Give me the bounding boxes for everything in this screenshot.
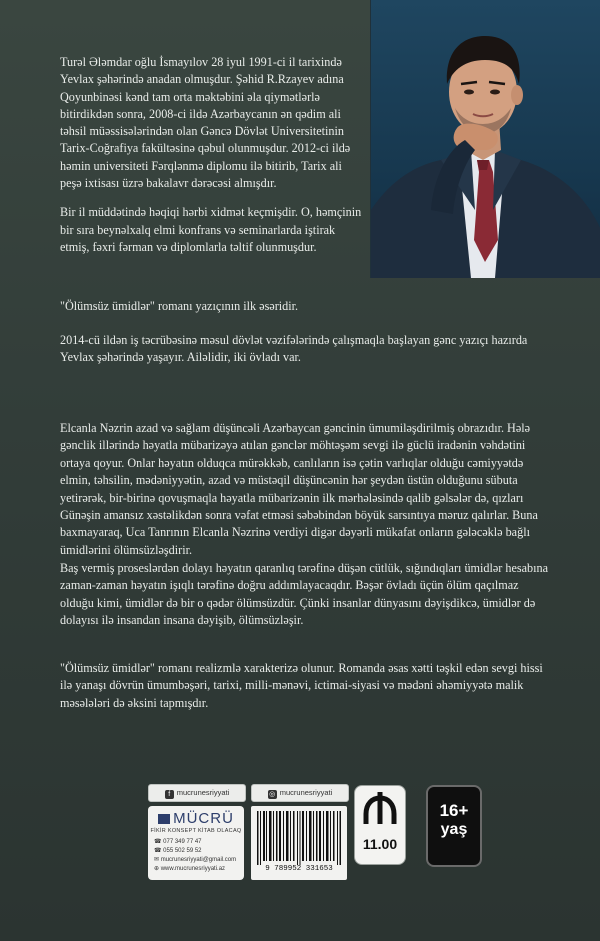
phone-icon: ☎ xyxy=(154,839,164,845)
publisher-logo xyxy=(148,810,244,828)
facebook-handle[interactable] xyxy=(148,784,246,802)
synopsis-paragraph-2: Baş vermiş proseslərdən dolayı həyatın qaranlıq tərəfinə düşən cütlük, sığındıqları ümidlər hesabına zaman-zaman həyatın işıqlı tərəfinə doğru addımlayacaqdır. Bəşər övladı üçün ölüm qaçılmaz olduğu kimi, ümidlər də bir o qədər ölümsüzdür. Çünki insanlar dünyasını dəyişdikcə, ümidlər də dolayısı ilə insandan insana dəyişib, ölümsüzləşir. xyxy=(60,561,549,628)
phone-icon: ☎ xyxy=(154,848,164,854)
author-photo xyxy=(370,0,600,278)
bio-paragraph-2: Bir il müddətində həqiqi hərbi xidmət keçmişdir. O, həmçinin bir sıra beynəlxalq elmi konfrans və seminarlarda iştirak etmiş, fəxri fərman və diplomlarla təltif olunmuşdur. xyxy=(60,205,362,254)
instagram-handle-text: mucrunesriyyati xyxy=(279,788,333,797)
email-icon: ✉ xyxy=(154,857,161,863)
publisher-subtitle: FİKİR KONSEPT KİTAB OLACAQ xyxy=(150,828,242,834)
synopsis-paragraph-1: Elcanla Nəzrin azad və sağlam düşüncəli Azərbaycan gəncinin ümumiləşdirilmiş obrazıdır. Hələ gənclik illərində həyatla mübarizəyə atılan gənclər möhtəşəm sevgi ilə güclü iradənin vəhdətini ortaya qoyur. Onlar həyatın olduqca mürəkkəb, canlıların isə çətin varlıqlar olduğu cəmiyyətdə elmin, təhsilin, mədəniyyətin, azad və müstəqil düşüncənin hər şeydən üstün olduğunu sübuta yetirərək, bir-birinə qovuşmaqla həyatla mübarizənin ilk mərhələsində qalib gəlsələr də, qızları Günəşin amansız xəstəlikdən sonra vəfat etməsi səbəbindən böyük sarsıntıya məruz qalırlar. Buna baxmayaraq, Uca Tanrının Elcanla Nəzrinə verdiyi digər dəyərli mükafat onların gələcəklə bağlı ümidlərini ölümsüzləşdirir. xyxy=(60,421,538,557)
age-rating-number: 16+ xyxy=(439,801,469,820)
price-badge xyxy=(354,785,406,865)
publisher-name: MÜCRÜ xyxy=(173,810,234,827)
currency-manat-icon xyxy=(355,786,405,830)
publisher-email: mucrunesriyyati@gmail.com xyxy=(160,857,237,863)
author-bio xyxy=(60,54,365,268)
instagram-handle[interactable] xyxy=(251,784,349,802)
publisher-box xyxy=(148,806,244,880)
publisher-website: www.mucrunesriyyati.az xyxy=(160,866,226,872)
instagram-icon: ◎ xyxy=(269,791,276,798)
age-rating-badge xyxy=(426,785,482,867)
publisher-phone-2: 055 502 59 52 xyxy=(163,848,202,854)
bio-paragraph-3: "Ölümsüz ümidlər" romanı yazıçının ilk əsəridir. xyxy=(60,299,299,313)
bio-paragraph-1: Turəl Ələmdar oğlu İsmayılov 28 iyul 1991-ci il tarixində Yevlax şəhərində anadan olmuşdur. Şəhid R.Rzayev adına Qoyunbinəsi kənd tam orta məktəbini əla qiymətlərlə bitirdikdən sonra, 2008-ci ildə Azərbaycanın ən qədim ali təhsil müəssisələrindən olan Gəncə Dövlət Universitetinin Tarix-Coğrafiya fakültəsinə qəbul olunmuşdur. 2012-ci ildə həmin universiteti Fərqlənmə diplomu ilə bitirib, Tarix ali peşə ixtisası üzrə bakalavr dərəcəsi almışdır. xyxy=(60,55,351,191)
barcode-number: 9 789952 331653 xyxy=(265,865,333,873)
synopsis-paragraph-3: "Ölümsüz ümidlər" romanı realizmlə xarakterizə olunur. Romanda əsas xətti təşkil edən sevgi hissi ilə yanaşı dövrün ümumbəşəri, tarixi, milli-mənəvi, ictimai-siyasi və mədəni əhəmiyyətə malik məsələləri də əksini tapmışdır. xyxy=(60,661,543,710)
facebook-handle-text: mucrunesriyyati xyxy=(176,788,230,797)
publisher-phone-1: 077 349 77 47 xyxy=(163,839,202,845)
age-rating-label: yaş xyxy=(440,821,468,838)
globe-icon: ⊕ xyxy=(154,866,161,872)
author-portrait-illustration xyxy=(371,0,600,278)
publisher-logo-icon xyxy=(158,814,170,824)
facebook-icon: f xyxy=(165,790,174,799)
barcode-box xyxy=(251,806,347,880)
barcode-graphic xyxy=(251,809,347,869)
price-value: 11.00 xyxy=(362,836,398,852)
bio-paragraph-4: 2014-cü ildən iş təcrübəsinə məsul dövlət vəzifələrində çalışmaqla başlayan gənc yazıçı hazırda Yevlax şəhərində yaşayır. Ailəlidir, iki övladı var. xyxy=(60,333,528,365)
